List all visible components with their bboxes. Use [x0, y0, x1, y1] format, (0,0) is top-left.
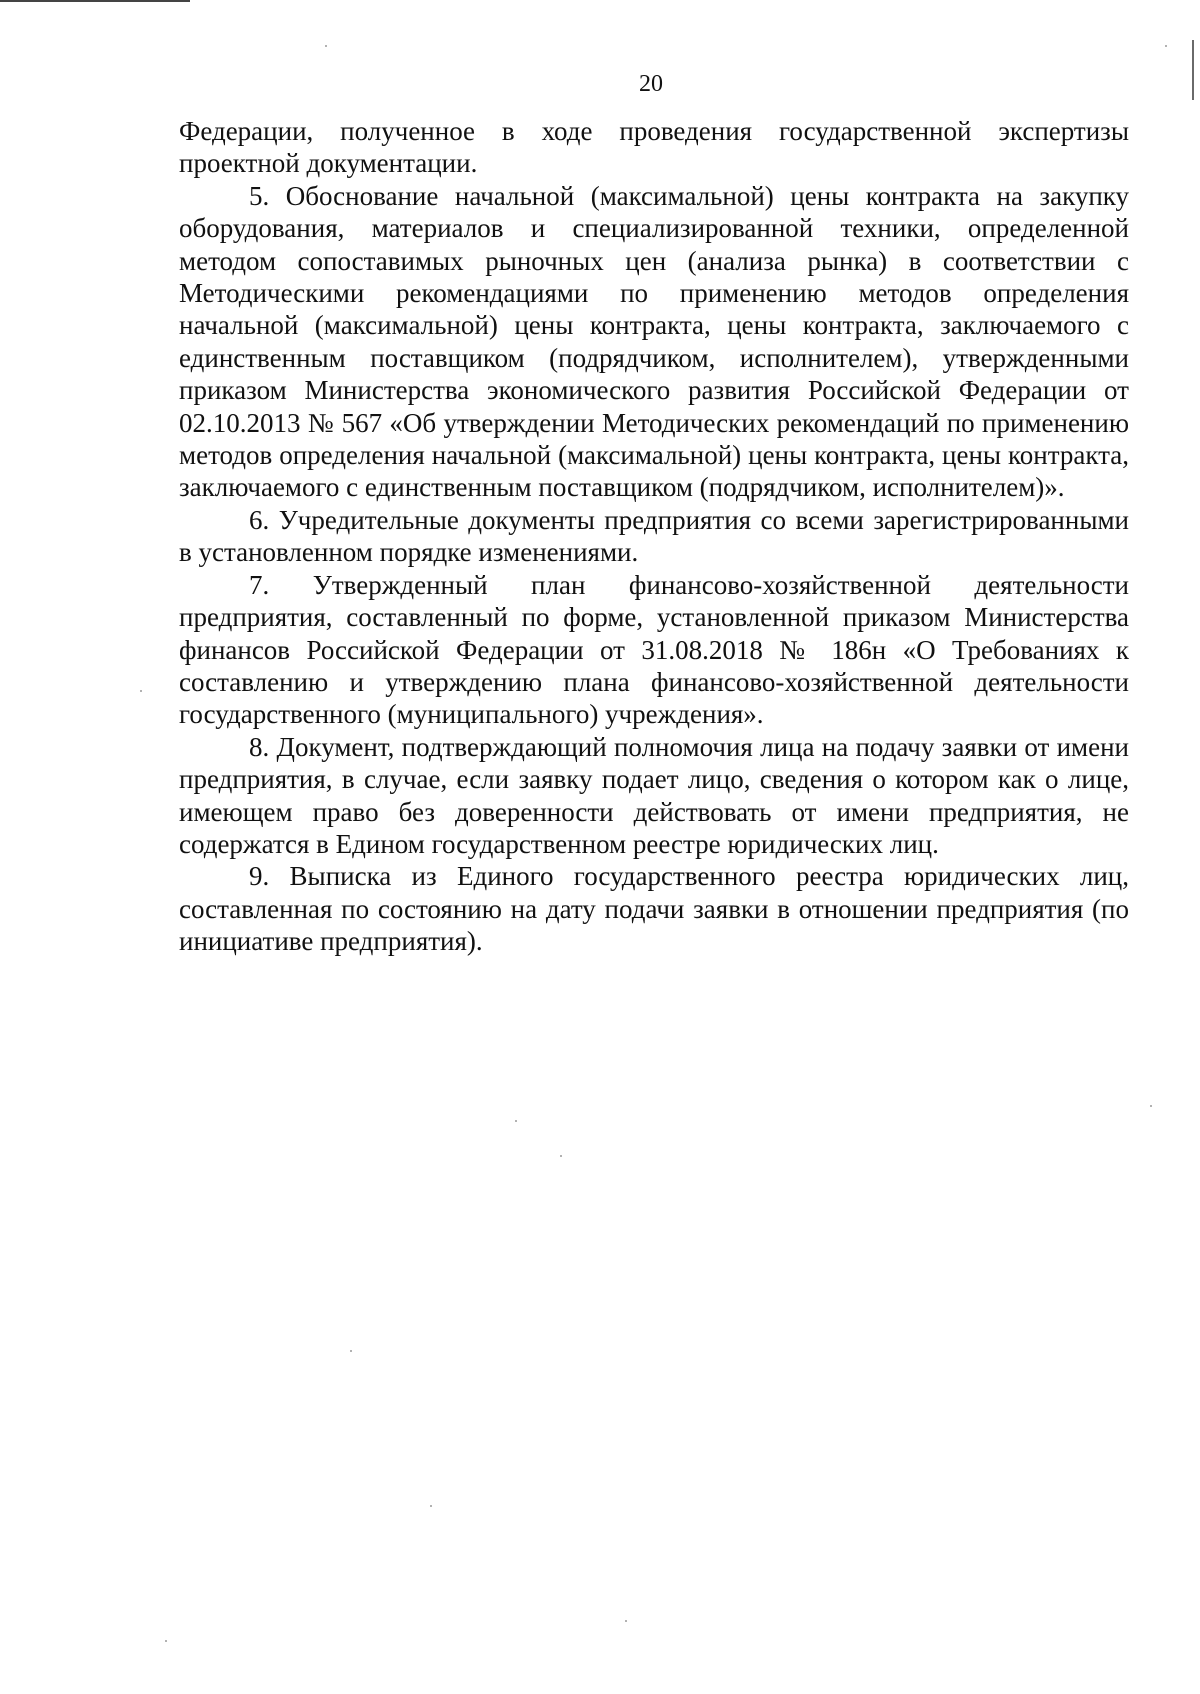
scan-speck	[165, 1640, 167, 1642]
scan-speck	[560, 1155, 562, 1157]
scan-speck	[1165, 45, 1167, 47]
paragraph-item-9: 9. Выписка из Единого государственного реестра юридических лиц, составленная по состоянию на дату подачи заявки в отношении предприятия (по инициативе предприятия).	[179, 861, 1129, 957]
paragraph-item-6: 6. Учредительные документы предприятия со всеми зарегистрированными в установленном порядке изменениями.	[179, 504, 1129, 568]
paragraph-item-8: 8. Документ, подтверждающий полномочия лица на подачу заявки от имени предприятия, в случае, если заявку подает лицо, сведения о котором как о лице, имеющем право без доверенности действовать от имени предприятия, не содержатся в Едином государственном реестре юридических лиц.	[179, 731, 1129, 859]
scan-speck	[140, 690, 142, 692]
paragraph-item-5: 5. Обоснование начальной (максимальной) цены контракта на закупку оборудования, материалов и специализированной техники, определенной методом сопоставимых рыночных цен (анализа рынка) в соответствии с Методическими рекомендациями по применению методов определения начальной (максимальной) цены контракта, цены контракта, заключаемого с единственным поставщиком (подрядчиком, исполнителем), утвержденными приказом Министерства экономического развития Российской Федерации от 02.10.2013 № 567 «Об утверждении Методических рекомендаций по применению методов определения начальной (максимальной) цены контракта, цены контракта, заключаемого с единственным поставщиком (подрядчиком, исполнителем)».	[179, 180, 1129, 503]
scan-speck	[625, 1620, 627, 1622]
page-number: 20	[639, 71, 663, 97]
scan-speck	[350, 1350, 352, 1352]
scan-speck	[430, 1505, 432, 1507]
scan-speck	[325, 45, 327, 47]
scan-edge-top	[0, 0, 190, 2]
document-body	[179, 115, 1129, 958]
scan-speck	[515, 1120, 517, 1122]
scan-speck	[1150, 1105, 1152, 1107]
paragraph-continuation: Федерации, полученное в ходе проведения государственной экспертизы проектной документации.	[179, 116, 1129, 179]
paragraph-item-7: 7. Утвержденный план финансово-хозяйственной деятельности предприятия, составленный по форме, установленной приказом Министерства финансов Российской Федерации от 31.08.2018 № 186н «О Требованиях к составлению и утверждению плана финансово-хозяйственной деятельности государственного (муниципального) учреждения».	[179, 569, 1129, 730]
